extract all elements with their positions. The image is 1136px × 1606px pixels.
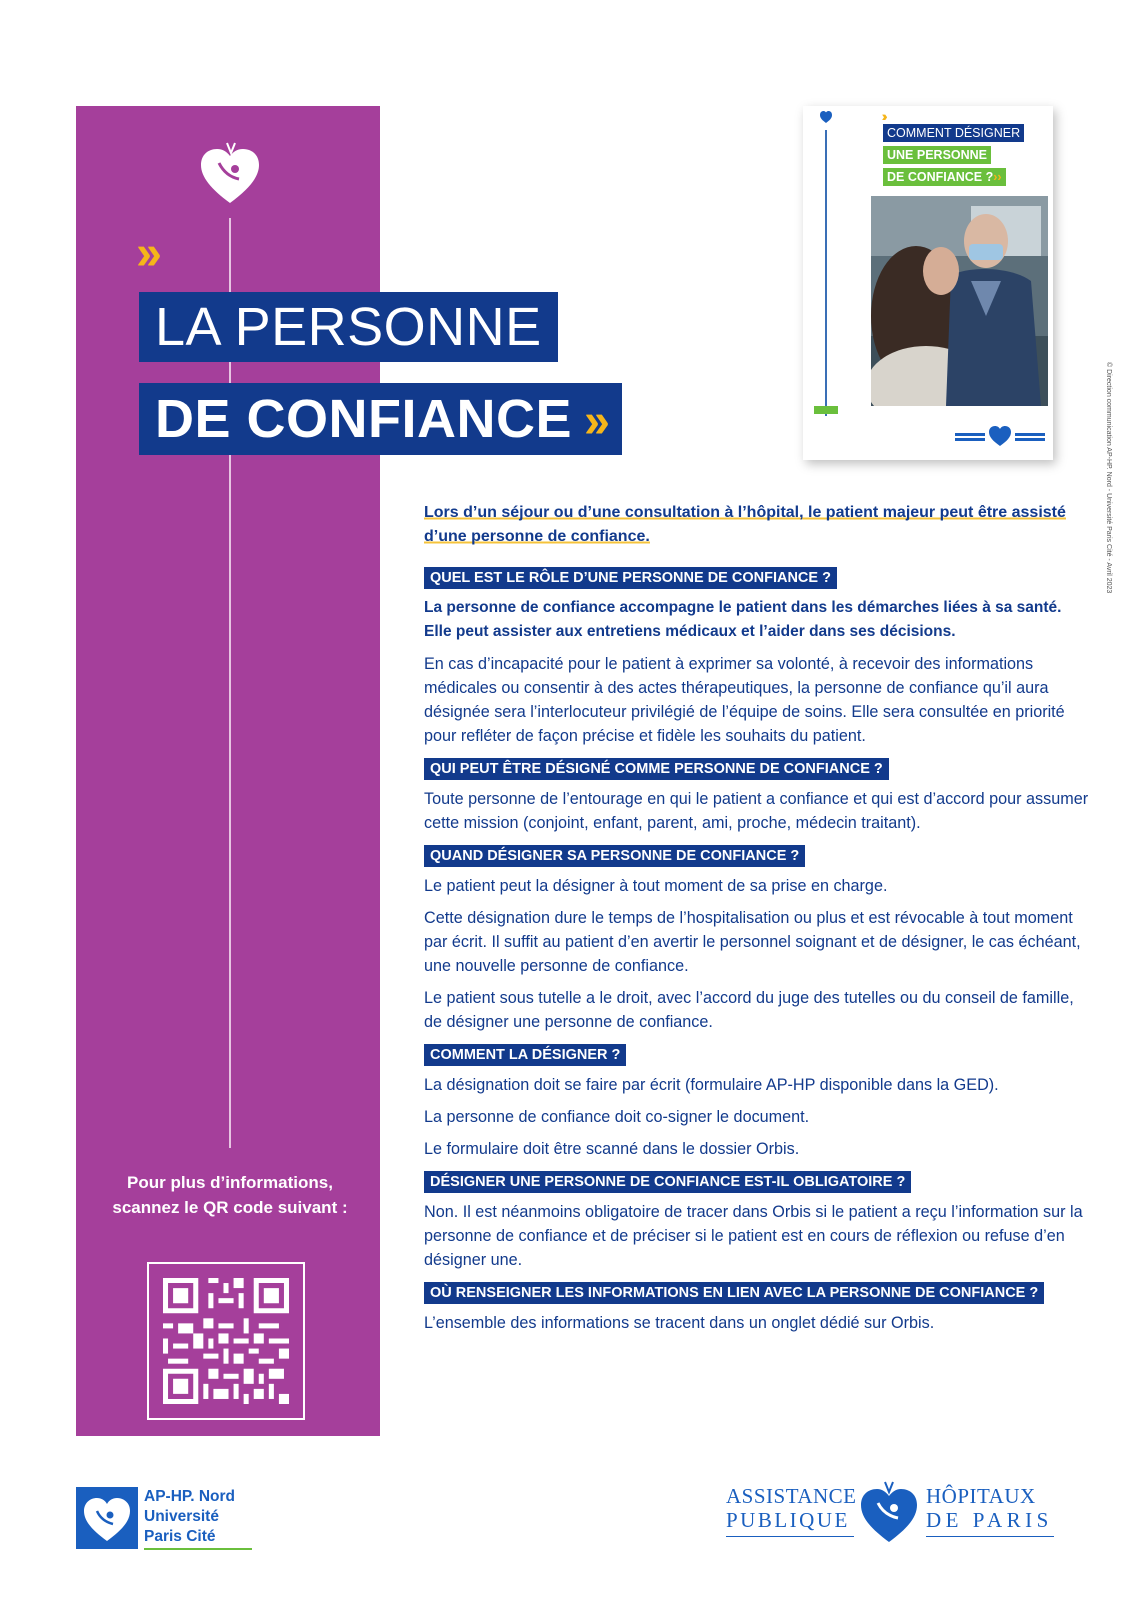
section-paragraph: Le patient sous tutelle a le droit, avec l’accord du juge des tutelles ou du conseil de famille, de désigner une personne de confiance. [424, 989, 1074, 1031]
cover-green-tag [814, 406, 838, 414]
intro-text: Lors d’un séjour ou d’une consultation à l’hôpital, le patient majeur peut être assisté d’une personne de confiance. [424, 504, 1066, 545]
qr-code-frame[interactable] [147, 1262, 305, 1420]
section-who [424, 758, 1092, 835]
cover-title-line-2: UNE PERSONNE [883, 146, 991, 164]
section-paragraph: En cas d’incapacité pour le patient à exprimer sa volonté, à recevoir des informations médicales ou consentir à des actes thérapeutiques, la personne de confiance qu’il aura désignée sera l’interlocuteur privilégié de l’équipe de soins. Elle sera consultée en priorité pour refléter de façon précise et fidèle les souhaits du patient. [424, 655, 1065, 745]
section-mandatory [424, 1171, 1092, 1272]
logo-word-hopitaux: HÔPITAUX [926, 1484, 1036, 1508]
section-how [424, 1044, 1092, 1161]
section-paragraph: Non. Il est néanmoins obligatoire de tracer dans Orbis si le patient a reçu l’information sur la personne de confiance et de préciser si le patient est en cours de réflexion ou refuse d’en désigner une. [424, 1203, 1083, 1269]
section-heading: DÉSIGNER UNE PERSONNE DE CONFIANCE EST-IL OBLIGATOIRE ? [424, 1171, 911, 1193]
section-paragraph: Cette désignation dure le temps de l’hospitalisation ou plus et est révocable à tout moment par écrit. Il suffit au patient d’en avertir le personnel soignant et de désigner, le cas échéant, une nouvelle personne de confiance. [424, 909, 1081, 975]
chevron-double-icon: ›› [136, 227, 156, 280]
section-where [424, 1282, 1092, 1335]
logo-underline [726, 1536, 854, 1537]
section-paragraph: Toute personne de l’entourage en qui le patient a confiance et qui est d’accord pour assumer cette mission (conjoint, enfant, parent, ami, proche, médecin traitant). [424, 790, 1089, 832]
section-heading: QUAND DÉSIGNER SA PERSONNE DE CONFIANCE ? [424, 845, 805, 867]
brochure-cover [803, 106, 1053, 460]
section-role [424, 567, 1092, 748]
section-bold-paragraph: La personne de confiance accompagne le patient dans les démarches liées à sa santé. Elle peut assister aux entretiens médicaux et l’aider dans ses décisions. [424, 599, 1062, 640]
intro-block [424, 501, 1072, 549]
main-content [424, 501, 1092, 1345]
title-line-2 [139, 383, 622, 455]
logo-underline [926, 1536, 1054, 1537]
aphp-nord-logo-text [144, 1487, 235, 1547]
chevron-double-icon: ›› [993, 170, 1002, 184]
section-heading: COMMENT LA DÉSIGNER ? [424, 1044, 626, 1066]
logo-underline [144, 1548, 252, 1550]
section-heading: OÙ RENSEIGNER LES INFORMATIONS EN LIEN AVEC LA PERSONNE DE CONFIANCE ? [424, 1282, 1044, 1304]
cover-title-line-1: COMMENT DÉSIGNER [883, 124, 1024, 142]
section-paragraph: La personne de confiance doit co-signer le document. [424, 1108, 810, 1126]
aphp-heart-logo-icon [76, 1487, 138, 1549]
aphp-logo [726, 1480, 1056, 1560]
logo-line-3: Paris Cité [144, 1528, 216, 1545]
credit-text: © Direction communication AP-HP. Nord - Université Paris Cité - Avril 2023 [1105, 362, 1112, 594]
cover-title-line-3-text: DE CONFIANCE ? [887, 170, 994, 184]
section-paragraph: L’ensemble des informations se tracent dans un onglet dédié sur Orbis. [424, 1314, 935, 1332]
cover-photo [871, 196, 1048, 406]
aphp-nord-logo-box [76, 1487, 138, 1549]
title-line-2-text: DE CONFIANCE [155, 389, 573, 449]
logo-word-publique: PUBLIQUE [726, 1508, 850, 1532]
section-heading: QUI PEUT ÊTRE DÉSIGNÉ COMME PERSONNE DE CONFIANCE ? [424, 758, 889, 780]
title-line-1: LA PERSONNE [139, 292, 558, 362]
aphp-nord-logo [76, 1487, 256, 1549]
qr-instruction-text: Pour plus d’informations, scannez le QR code suivant : [112, 1173, 348, 1217]
cover-title-line-3 [883, 168, 1006, 186]
logo-word-assistance: ASSISTANCE [726, 1484, 857, 1508]
section-paragraph: Le formulaire doit être scanné dans le dossier Orbis. [424, 1140, 800, 1158]
aphp-logo-icon [953, 424, 1048, 448]
section-paragraph: Le patient peut la désigner à tout moment de sa prise en charge. [424, 877, 888, 895]
section-heading: QUEL EST LE RÔLE D’UNE PERSONNE DE CONFIANCE ? [424, 567, 837, 589]
logo-line-2: Université [144, 1508, 219, 1525]
logo-word-de-paris: DE PARIS [926, 1508, 1053, 1532]
chevron-double-icon: ›› [584, 395, 604, 448]
aphp-heart-logo-icon [858, 1480, 920, 1544]
qr-code-icon [163, 1278, 289, 1404]
aphp-heart-logo-icon [199, 139, 261, 205]
logo-line-1: AP-HP. Nord [144, 1488, 236, 1505]
aphp-heart-logo-icon [820, 110, 832, 124]
section-when [424, 845, 1092, 1034]
cover-vertical-line [825, 130, 827, 416]
section-paragraph: La désignation doit se faire par écrit (formulaire AP-HP disponible dans la GED). [424, 1076, 999, 1094]
